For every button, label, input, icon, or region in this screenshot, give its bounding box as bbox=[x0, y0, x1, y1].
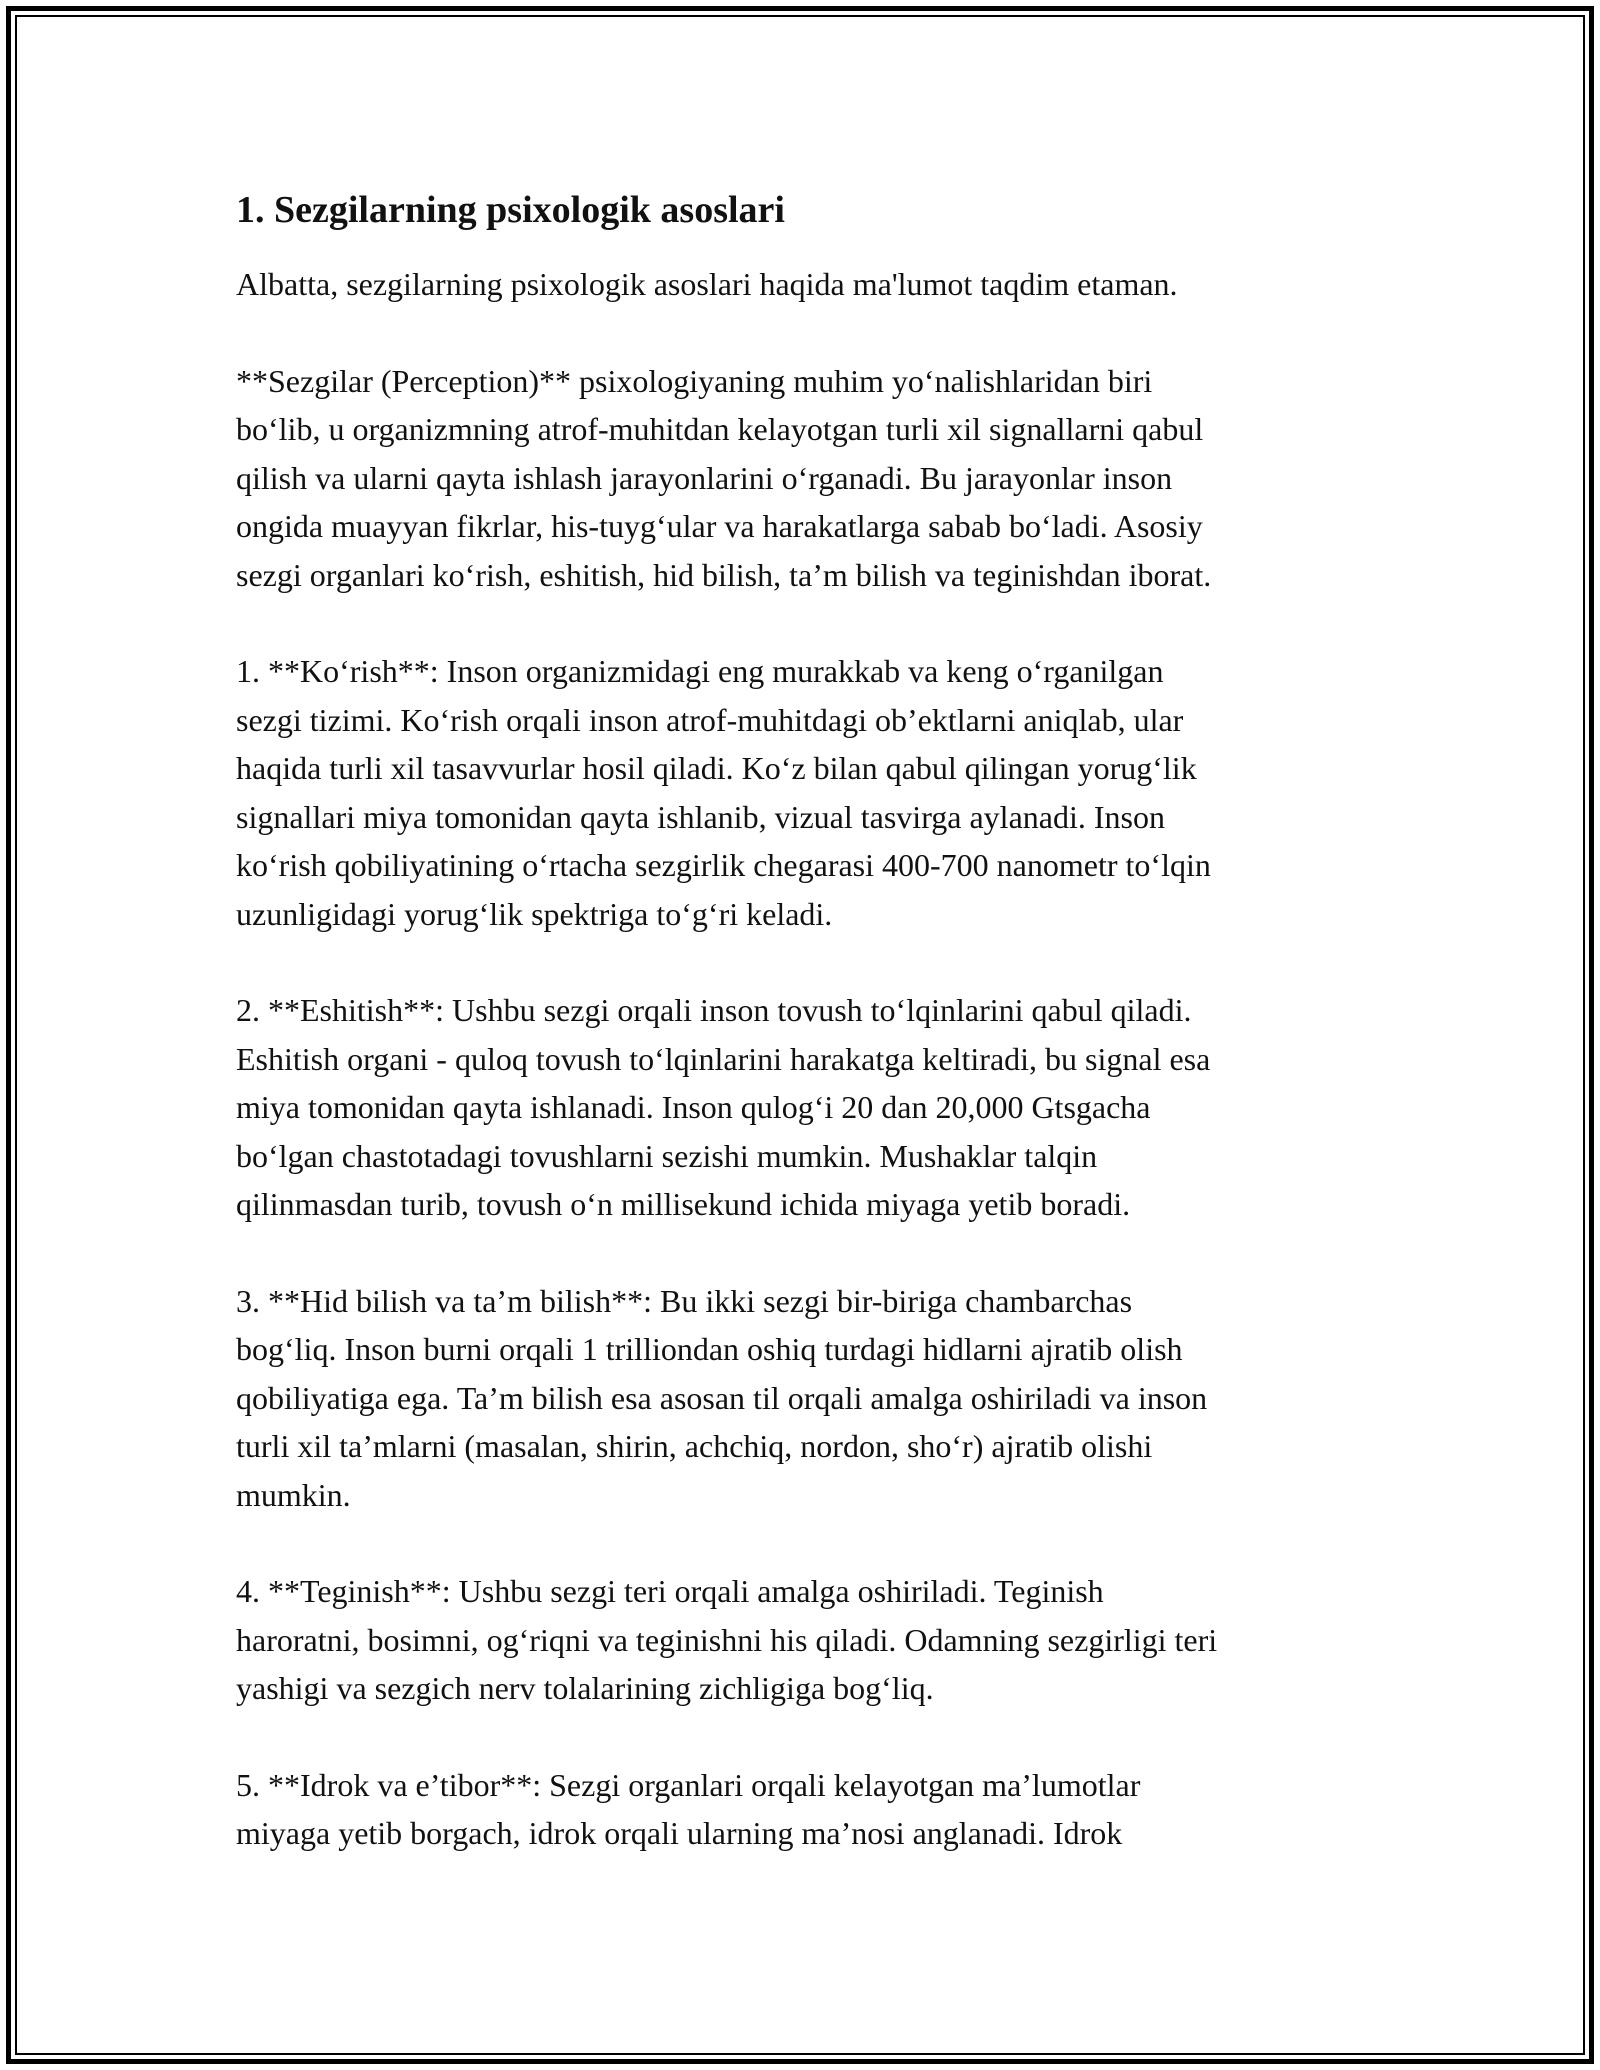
text-line: sezgi tizimi. Ko‘rish orqali inson atrof-muhitdagi ob’ektlarni aniqlab, ular bbox=[236, 701, 1184, 738]
document-title: 1. Sezgilarning psixologik asoslari bbox=[236, 189, 785, 231]
text-line: sezgi organlari ko‘rish, eshitish, hid bilish, ta’m bilish va teginishdan iborat. bbox=[236, 556, 1212, 593]
text-line: signallari miya tomonidan qayta ishlanib, vizual tasvirga aylanadi. Inson bbox=[236, 798, 1165, 835]
text-line: qilinmasdan turib, tovush o‘n millisekund ichida miyaga yetib boradi. bbox=[236, 1186, 1131, 1222]
paragraph-vision bbox=[236, 647, 1366, 938]
text-line: bo‘lgan chastotadagi tovushlarni sezishi mumkin. Mushaklar talqin bbox=[236, 1137, 1098, 1174]
paragraph-intro bbox=[236, 260, 1366, 309]
text-line: 3. **Hid bilish va ta’m bilish**: Bu ikki sezgi bir-biriga chambarchas bbox=[236, 1282, 1133, 1319]
document-body bbox=[236, 186, 1366, 1906]
paragraph-smell-taste bbox=[236, 1277, 1366, 1520]
text-line: Albatta, sezgilarning psixologik asoslari haqida ma'lumot taqdim etaman. bbox=[236, 266, 1178, 302]
paragraph-hearing bbox=[236, 986, 1366, 1229]
text-line: miya tomonidan qayta ishlanadi. Inson qulog‘i 20 dan 20,000 Gtsgacha bbox=[236, 1089, 1151, 1125]
text-line: qilish va ularni qayta ishlash jarayonlarini o‘rganadi. Bu jarayonlar inson bbox=[236, 459, 1173, 496]
text-line: ongida muayyan fikrlar, his-tuyg‘ular va harakatlarga sabab bo‘ladi. Asosiy bbox=[236, 508, 1203, 544]
text-line: 5. **Idrok va e’tibor**: Sezgi organlari orqali kelayotgan ma’lumotlar bbox=[236, 1766, 1141, 1803]
text-line: turli xil ta’mlarni (masalan, shirin, achchiq, nordon, sho‘r) ajratib olishi bbox=[236, 1428, 1153, 1464]
text-line: bo‘lib, u organizmning atrof-muhitdan kelayotgan turli xil signallarni qabul bbox=[236, 411, 1204, 447]
text-line: 2. **Eshitish**: Ushbu sezgi orqali inson tovush to‘lqinlarini qabul qiladi. bbox=[236, 992, 1192, 1028]
text-line: haroratni, bosimni, og‘riqni va teginishni his qiladi. Odamning sezgirligi teri bbox=[236, 1621, 1218, 1658]
text-line: 4. **Teginish**: Ushbu sezgi teri orqali amalga oshiriladi. Teginish bbox=[236, 1573, 1104, 1609]
paragraph-touch bbox=[236, 1567, 1366, 1713]
text-line: miyaga yetib borgach, idrok orqali ularning ma’nosi anglanadi. Idrok bbox=[236, 1815, 1123, 1851]
text-line: haqida turli xil tasavvurlar hosil qiladi. Ko‘z bilan qabul qilingan yorug‘lik bbox=[236, 750, 1197, 786]
text-line: Eshitish organi - quloq tovush to‘lqinlarini harakatga keltiradi, bu signal esa bbox=[236, 1040, 1211, 1077]
text-line: mumkin. bbox=[236, 1476, 351, 1513]
text-line: 1. **Ko‘rish**: Inson organizmidagi eng murakkab va keng o‘rganilgan bbox=[236, 653, 1164, 689]
text-line: qobiliyatiga ega. Ta’m bilish esa asosan til orqali amalga oshiriladi va inson bbox=[236, 1379, 1208, 1416]
text-line: ko‘rish qobiliyatining o‘rtacha sezgirlik chegarasi 400-700 nanometr to‘lqin bbox=[236, 847, 1211, 883]
paragraph-perception bbox=[236, 357, 1366, 600]
text-line: uzunligidagi yorug‘lik spektriga to‘g‘ri keladi. bbox=[236, 895, 833, 932]
text-line: bog‘liq. Inson burni orqali 1 trilliondan oshiq turdagi hidlarni ajratib olish bbox=[236, 1331, 1183, 1367]
text-line: yashigi va sezgich nerv tolalarining zichligiga bog‘liq. bbox=[236, 1670, 934, 1706]
paragraph-attention bbox=[236, 1761, 1366, 1858]
text-line: **Sezgilar (Perception)** psixologiyaning muhim yo‘nalishlaridan biri bbox=[236, 362, 1153, 399]
